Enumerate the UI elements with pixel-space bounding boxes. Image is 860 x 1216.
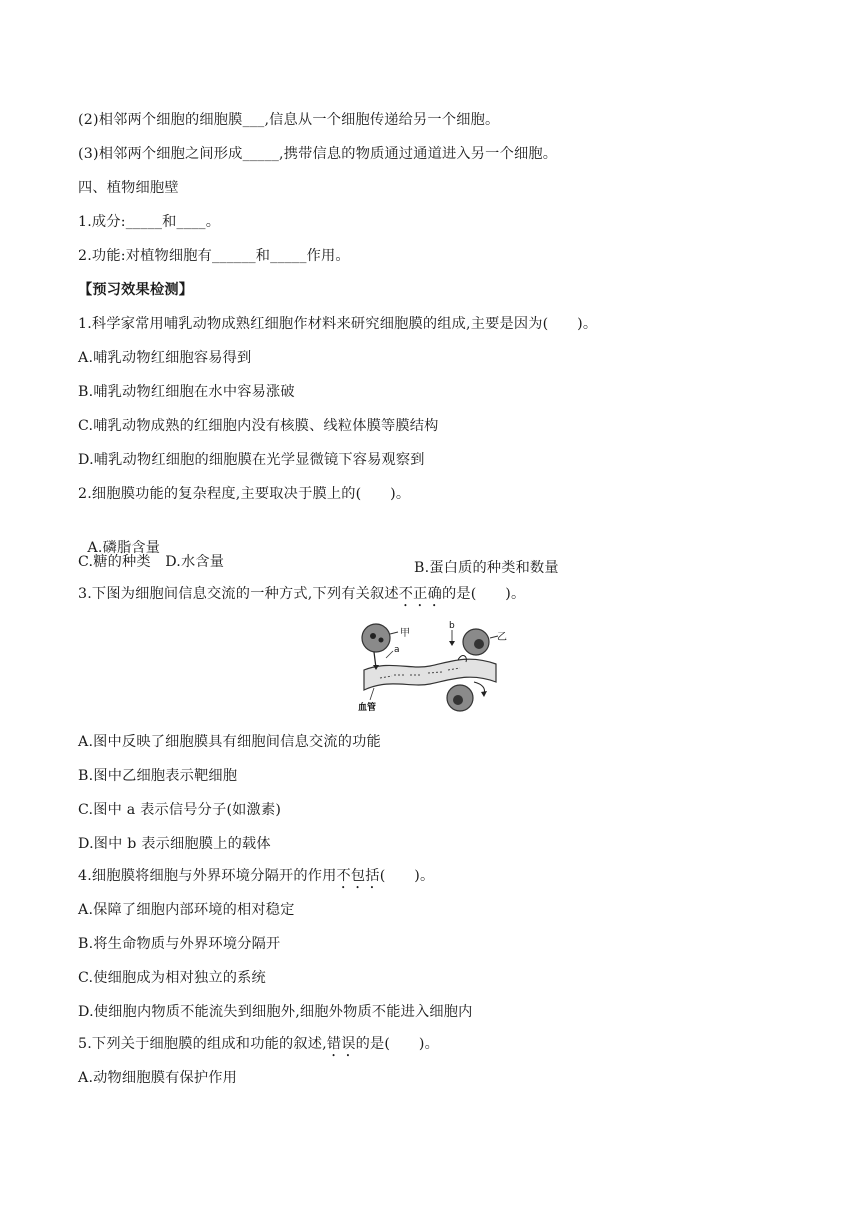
q4-stem-end: ( )。 [379, 868, 435, 884]
blood-vessel [364, 659, 496, 690]
section4-item-2: 2.功能:对植物细胞有______和_____作用。 [78, 248, 350, 264]
q4-option-a: A.保障了细胞内部环境的相对稳定 [78, 902, 295, 918]
label-b: b [449, 621, 455, 631]
q2-options-row2: C.糖的种类 D.水含量 [78, 554, 225, 570]
label-jia: 甲 [400, 628, 410, 639]
q3-option-a: A.图中反映了细胞膜具有细胞间信息交流的功能 [78, 734, 381, 750]
q3-option-c: C.图中 a 表示信号分子(如激素) [78, 802, 282, 818]
section4-item-1: 1.成分:_____和____。 [78, 214, 221, 230]
q3-stem-emphasis: 不正确 [398, 586, 442, 602]
label-a: a [394, 645, 400, 655]
q3-stem-text: 3.下图为细胞间信息交流的一种方式,下列有关叙述 [78, 586, 399, 602]
q2-stem: 2.细胞膜功能的复杂程度,主要取决于膜上的( )。 [78, 486, 411, 502]
q5-option-a: A.动物细胞膜有保护作用 [78, 1070, 238, 1086]
q3-option-b: B.图中乙细胞表示靶细胞 [78, 768, 238, 784]
q3-stem-end: 的是( )。 [441, 586, 526, 602]
q5-stem-text: 5.下列关于细胞膜的组成和功能的叙述, [78, 1036, 327, 1052]
q1-option-b: B.哺乳动物红细胞在水中容易涨破 [78, 384, 295, 400]
q2-option-a: A.磷脂含量 [87, 540, 161, 556]
q5-stem-emphasis: 错误 [326, 1036, 356, 1052]
q4-stem [78, 866, 434, 892]
q3-stem [78, 584, 525, 610]
q4-option-c: C.使细胞成为相对独立的系统 [78, 970, 266, 986]
q4-option-b: B.将生命物质与外界环境分隔开 [78, 936, 281, 952]
cell-yi [463, 629, 498, 655]
cell-lower [447, 685, 473, 711]
q5-stem [78, 1034, 439, 1060]
check-title: 【预习效果检测】 [78, 282, 194, 298]
q1-option-a: A.哺乳动物红细胞容易得到 [78, 350, 252, 366]
q1-stem: 1.科学家常用哺乳动物成熟红细胞作材料来研究细胞膜的组成,主要是因为( )。 [78, 316, 598, 332]
q4-option-d: D.使细胞内物质不能流失到细胞外,细胞外物质不能进入细胞内 [78, 1004, 473, 1020]
q1-option-d: D.哺乳动物红细胞的细胞膜在光学显微镜下容易观察到 [78, 452, 425, 468]
label-vessel: 血管 [358, 703, 377, 713]
section3-item-3: (3)相邻两个细胞之间形成_____,携带信息的物质通过通道进入另一个细胞。 [78, 146, 558, 162]
cell-signaling-figure [350, 620, 510, 716]
q1-option-c: C.哺乳动物成熟的红细胞内没有核膜、线粒体膜等膜结构 [78, 418, 439, 434]
section4-title: 四、植物细胞壁 [78, 180, 179, 196]
q5-stem-end: 的是( )。 [355, 1036, 440, 1052]
q4-stem-text: 4.细胞膜将细胞与外界环境分隔开的作用 [78, 868, 337, 884]
label-yi: 乙 [497, 632, 507, 643]
q4-stem-emphasis: 不包括 [336, 868, 380, 884]
cell-jia [362, 624, 398, 652]
q2-option-b: B.蛋白质的种类和数量 [414, 560, 559, 576]
section3-item-2: (2)相邻两个细胞的细胞膜___,信息从一个细胞传递给另一个细胞。 [78, 112, 500, 128]
q3-option-d: D.图中 b 表示细胞膜上的载体 [78, 836, 271, 852]
